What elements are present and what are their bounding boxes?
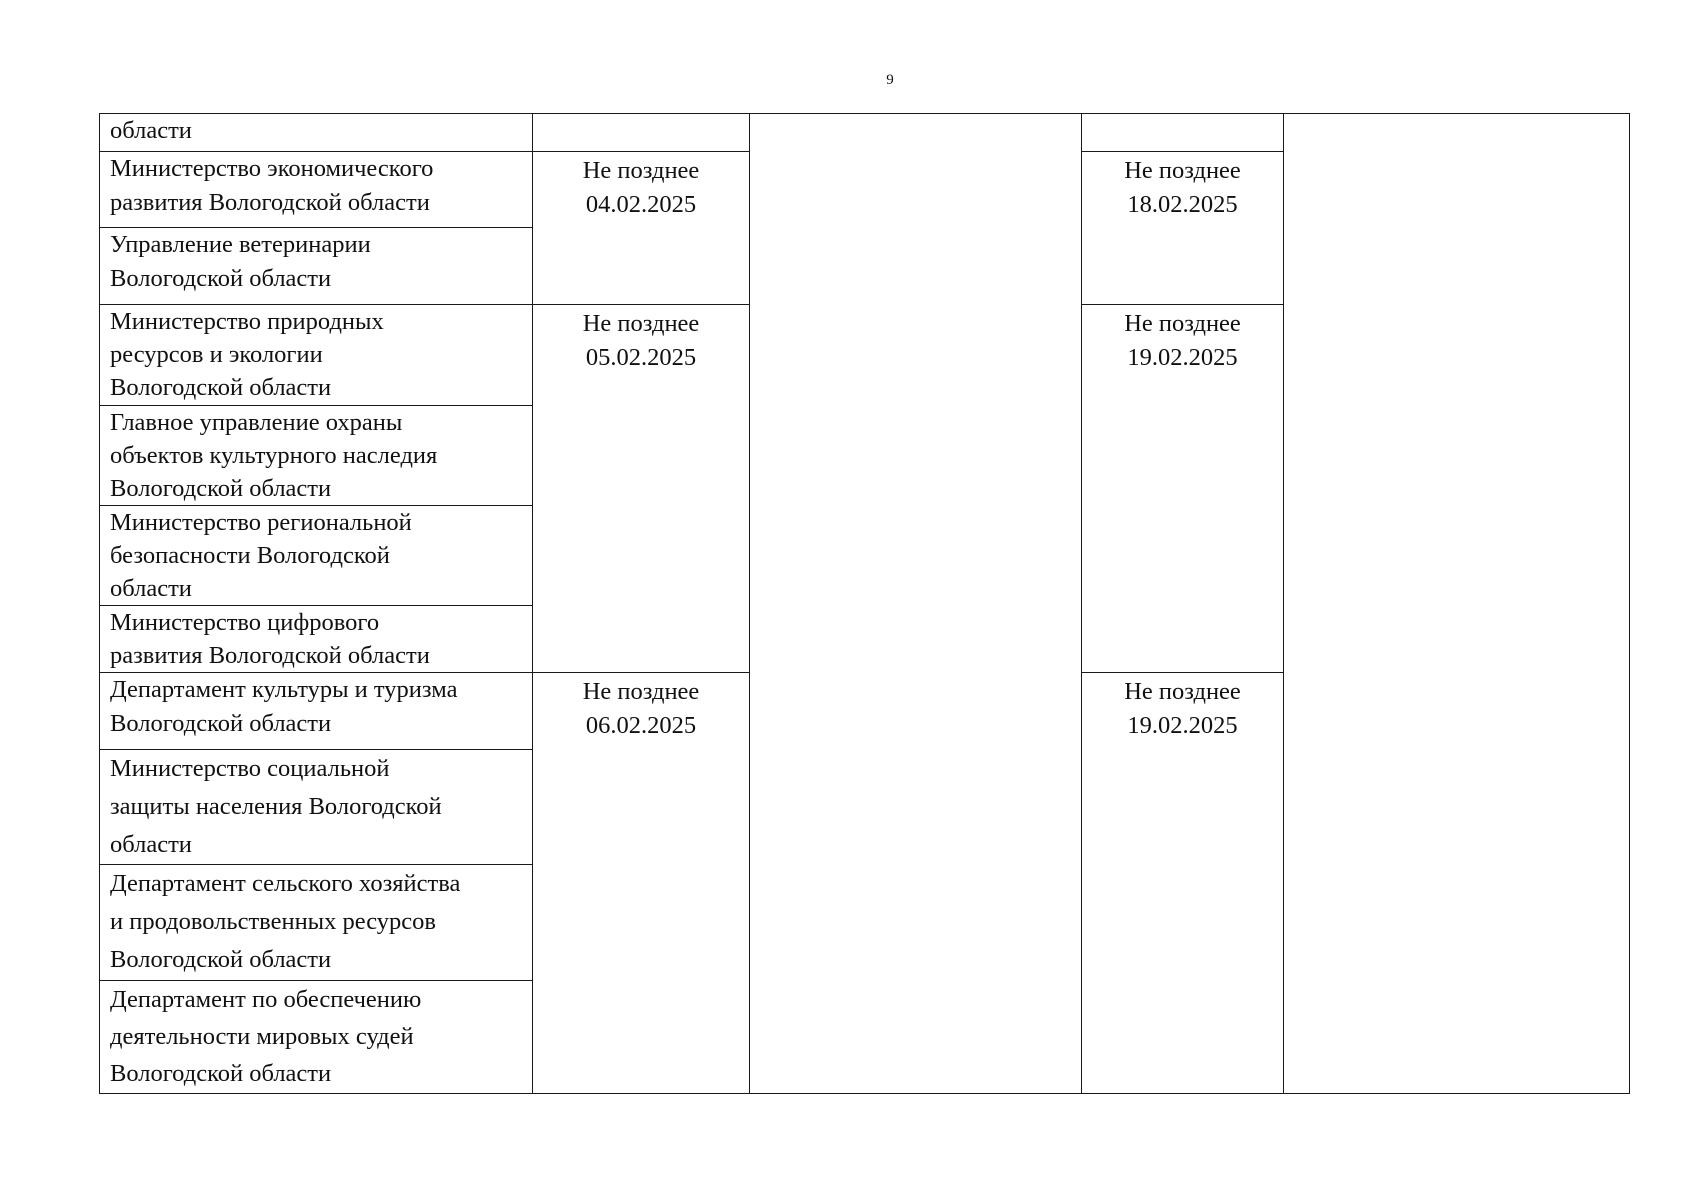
org-cell	[100, 981, 533, 1094]
deadline-label: Не позднее	[1124, 678, 1241, 705]
deadline-cell	[1082, 114, 1284, 152]
org-name-line: и продовольственных ресурсов	[110, 908, 437, 935]
org-cell	[100, 228, 533, 305]
org-name-line: Департамент сельского хозяйства	[110, 870, 461, 897]
org-name-line: развития Вологодской области	[110, 642, 430, 669]
org-name-line: Министерство региональной	[110, 509, 412, 536]
table-row	[100, 114, 1630, 152]
deadline-label: Не позднее	[582, 678, 700, 705]
deadline-date: 04.02.2025	[585, 191, 697, 218]
org-name-line: Вологодской области	[110, 710, 332, 737]
deadline-label: Не позднее	[1124, 310, 1241, 337]
org-name-line: Главное управление охраны	[110, 409, 403, 436]
org-cell	[100, 305, 533, 406]
org-name-line: ресурсов и экологии	[110, 341, 323, 368]
org-name-line: области	[110, 117, 192, 144]
deadline-cell	[533, 114, 750, 152]
org-name-line: деятельности мировых судей	[110, 1023, 414, 1050]
org-name-line: Управление ветеринарии	[110, 231, 371, 258]
deadline-date: 19.02.2025	[1127, 344, 1238, 371]
deadline-cell	[1082, 152, 1284, 305]
deadline-label: Не позднее	[1124, 157, 1241, 184]
deadline-cell	[533, 673, 750, 1094]
org-name-line: объектов культурного наследия	[110, 442, 438, 469]
org-cell	[100, 152, 533, 228]
deadline-cell	[533, 152, 750, 305]
deadline-cell	[1082, 673, 1284, 1094]
org-cell	[100, 406, 533, 506]
org-name-line: развития Вологодской области	[110, 189, 430, 216]
org-name-line: Министерство цифрового	[110, 609, 380, 636]
empty-cell	[750, 114, 1082, 1094]
org-name-line: Вологодской области	[110, 475, 332, 502]
org-name-line: Департамент культуры и туризма	[110, 676, 458, 703]
org-cell	[100, 506, 533, 606]
deadline-date: 05.02.2025	[585, 344, 697, 371]
deadline-label: Не позднее	[582, 157, 700, 184]
org-name-line: Министерство экономического	[110, 155, 434, 182]
org-name-line: Вологодской области	[110, 1060, 332, 1087]
org-cell	[100, 750, 533, 865]
deadline-date: 18.02.2025	[1127, 191, 1238, 218]
org-name-line: Министерство социальной	[110, 755, 390, 782]
org-cell	[100, 865, 533, 981]
org-name-line: защиты населения Вологодской	[110, 793, 442, 820]
deadline-cell	[533, 305, 750, 673]
org-name-line: Министерство природных	[110, 308, 384, 335]
org-name-line: Вологодской области	[110, 946, 332, 973]
deadline-date: 19.02.2025	[1127, 712, 1238, 739]
org-name-line: области	[110, 831, 192, 858]
org-cell	[100, 114, 533, 152]
org-name-line: Вологодской области	[110, 374, 332, 401]
schedule-table	[99, 113, 1630, 1094]
org-cell	[100, 673, 533, 750]
org-name-line: области	[110, 575, 192, 602]
org-name-line: Департамент по обеспечению	[110, 986, 422, 1013]
deadline-label: Не позднее	[582, 310, 700, 337]
empty-cell	[1284, 114, 1630, 1094]
org-name-line: безопасности Вологодской	[110, 542, 390, 569]
page-number: 9	[886, 72, 894, 88]
org-name-line: Вологодской области	[110, 265, 332, 292]
deadline-date: 06.02.2025	[585, 712, 697, 739]
deadline-cell	[1082, 305, 1284, 673]
org-cell	[100, 606, 533, 673]
